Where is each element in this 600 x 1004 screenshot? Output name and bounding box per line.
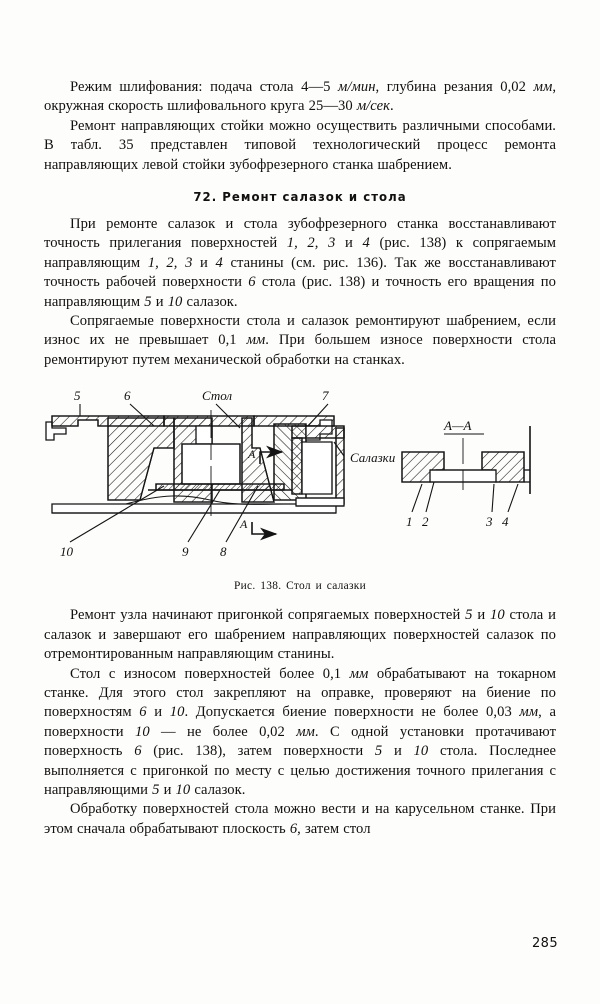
ref-numbers: 4 <box>362 235 370 252</box>
figure-label-10: 10 <box>60 544 73 560</box>
text-run: , глубина резания 0,02 <box>375 79 534 95</box>
text-run: , окружная скорость шлифовального круга 25—30 <box>44 79 557 115</box>
text-run: (рис. 138) к сопрягаемым направляющим <box>44 235 557 271</box>
unit-mm: мм <box>246 332 266 349</box>
figure-label-8: 8 <box>220 544 227 560</box>
unit-mm: мм <box>533 79 553 95</box>
text-run: — не более 0,02 <box>149 723 297 740</box>
figure-138 <box>44 382 556 578</box>
figure-label-stol: Стол <box>202 388 233 404</box>
paragraph-rotary-table-machining <box>44 800 556 839</box>
ref-numbers: 10 <box>135 723 150 740</box>
ref-numbers: 1, 2, 3 <box>147 254 193 271</box>
unit-m-min: м/мин <box>338 79 376 95</box>
ref-numbers: 6 <box>248 274 256 291</box>
text-run: и <box>146 704 170 721</box>
text-run: и <box>151 293 168 310</box>
text-run: Режим шлифования: подача стола 4—5 <box>70 79 339 95</box>
text-run: и <box>335 235 363 252</box>
ref-numbers: 6 <box>139 704 147 721</box>
section-arrow-a-bottom: A <box>240 517 248 532</box>
unit-mm: мм <box>519 704 539 721</box>
ref-numbers: 5 <box>465 607 473 624</box>
paragraph-scraping-wear <box>44 312 556 370</box>
figure-label-7: 7 <box>322 388 329 404</box>
paragraph-column-guide-repair: Ремонт направляющих стойки можно осуществить различными способами. В табл. 35 представлен типовой технологический процесс ремонта направляющих левой стойки зубофрезерного станка шабрением. <box>44 117 556 173</box>
text-run: и <box>472 607 491 624</box>
ref-numbers: 10 <box>413 743 429 760</box>
ref-numbers: 10 <box>167 293 183 310</box>
section-heading-72: 72. Ремонт салазок и стола <box>193 189 407 205</box>
text-run: и <box>159 781 176 798</box>
text-run: . <box>390 98 394 115</box>
ref-numbers: 10 <box>175 781 191 798</box>
unit-mm: мм <box>296 723 315 740</box>
ref-numbers: 4 <box>215 254 223 271</box>
text-run: , затем стол <box>297 820 371 837</box>
text-run: (рис. 138), затем поверхности <box>141 743 375 760</box>
paragraph-assembly-repair-start <box>44 606 556 664</box>
page-number: 285 <box>531 936 558 951</box>
detail-view-title: A—A <box>444 418 472 434</box>
text-run: стола и салазок и завершают его шабрением направляющих поверхностей салазок по отремонтированным направляющим станины. <box>44 607 556 663</box>
detail-label-4: 4 <box>502 514 509 530</box>
text-run: Обработку поверхностей стола можно вести и на карусельном станке. При этом сначала обрабатывают плоскость <box>44 801 556 837</box>
page-content <box>44 78 556 839</box>
text-run: салазок. <box>182 293 238 310</box>
text-run: станины (см. рис. 136). Так же восстанавливают точность рабочей поверхности <box>44 254 556 291</box>
detail-label-3: 3 <box>486 514 493 530</box>
figure-label-salazki: Салазки <box>350 450 396 466</box>
figure-label-9: 9 <box>182 544 189 560</box>
text-run: и <box>382 743 414 760</box>
text-run: Стол с износом поверхностей более 0,1 <box>70 665 350 682</box>
text-run: стола. Последнее выполняется с пригонкой по месту с целью достижения точного прилегания с направляющими <box>44 743 557 798</box>
detail-label-1: 1 <box>406 514 413 530</box>
ref-numbers: 6 <box>134 743 142 760</box>
text-run: . Допускается биение поверхности не более 0,03 <box>184 704 520 721</box>
text-run: Сопрягаемые поверхности стола и салазок ремонтируют шабрением, если износ их не превышает 0,1 <box>44 313 556 349</box>
text-run: . При большем износе поверхности стола ремонтируют путем механической обработки на станках. <box>44 332 556 368</box>
figure-label-5: 5 <box>74 388 81 404</box>
text-run: стола (рис. 138) и точность его вращения по направляющим <box>44 274 556 310</box>
text-run: обрабатывают на токарном станке. Для этого стол закрепляют на оправке, проверяют на биение по поверхностям <box>44 665 556 721</box>
unit-m-sec: м/сек <box>356 98 391 115</box>
detail-label-2: 2 <box>422 514 429 530</box>
ref-numbers: 5 <box>374 743 383 760</box>
ref-numbers: 6 <box>289 820 298 837</box>
text-run: При ремонте салазок и стола зубофрезерного станка восстанавливают точность прилегания поверхностей <box>44 216 556 252</box>
ref-numbers: 5 <box>152 781 160 798</box>
figure-caption: Рис. 138. Стол и салазки <box>233 580 367 593</box>
paragraph-grinding-mode <box>44 78 556 117</box>
ref-numbers: 1, 2, 3 <box>286 235 336 252</box>
paragraph-slide-table-repair <box>44 215 556 312</box>
text-run: и <box>192 254 216 271</box>
text-run: Ремонт узла начинают пригонкой сопрягаемых поверхностей <box>70 607 466 624</box>
unit-mm: мм <box>349 665 369 682</box>
ref-numbers: 10 <box>169 704 185 721</box>
ref-numbers: 10 <box>490 607 505 624</box>
section-arrow-a-top: A <box>248 447 256 462</box>
paragraph-lathe-machining <box>44 665 556 801</box>
text-run: салазок. <box>190 781 246 798</box>
text-run: , а поверхности <box>44 704 557 740</box>
text-run: . С одной установки протачивают поверхность <box>44 723 556 760</box>
ref-numbers: 5 <box>144 293 152 310</box>
figure-label-6: 6 <box>124 388 131 404</box>
